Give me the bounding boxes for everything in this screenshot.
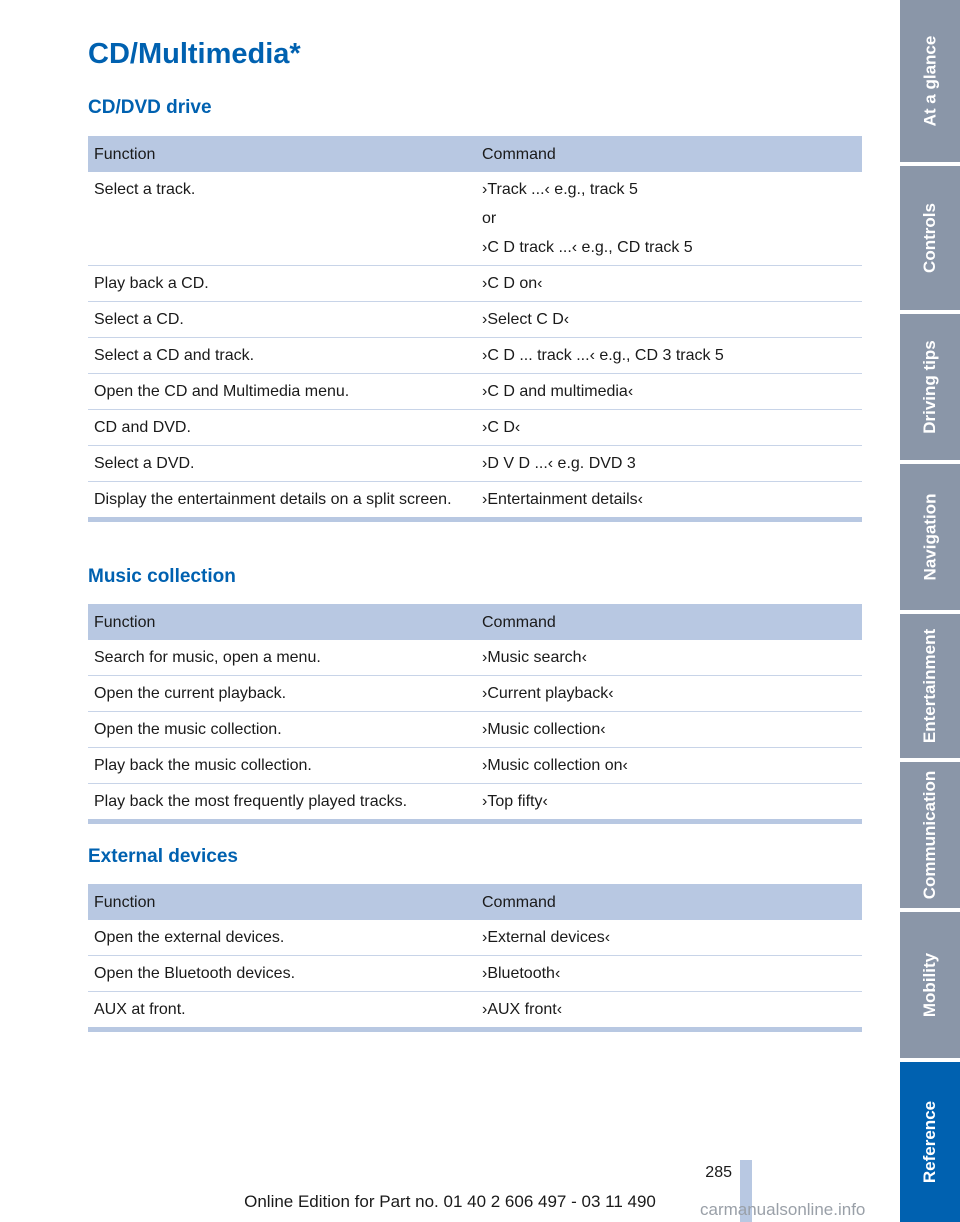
table-row [88, 482, 862, 520]
function-cell: Select a CD and track. [88, 338, 476, 374]
function-cell: Select a CD. [88, 302, 476, 338]
command-line: ›C D track ...‹ e.g., CD track 5 [482, 239, 693, 256]
footer-edition-note: Online Edition for Part no. 01 40 2 606 497 - 03 11 490 [244, 1192, 656, 1211]
table-row [88, 992, 862, 1030]
tab-communication[interactable] [900, 762, 960, 908]
command-line: ›Track ...‹ e.g., track 5 [482, 181, 638, 198]
table-row [88, 446, 862, 482]
command-line: ›Select C D‹ [482, 311, 570, 328]
function-cell: Play back a CD. [88, 266, 476, 302]
function-cell: Select a track. [88, 172, 476, 266]
command-line: ›Music collection on‹ [482, 757, 628, 774]
tab-reference[interactable] [900, 1062, 960, 1222]
command-cell [476, 266, 862, 302]
tab-label: Controls [920, 203, 940, 273]
command-line: ›AUX front‹ [482, 1001, 563, 1018]
command-cell [476, 640, 862, 676]
cd-dvd-command-table [88, 136, 862, 522]
function-cell: CD and DVD. [88, 410, 476, 446]
command-cell [476, 410, 862, 446]
command-cell [476, 338, 862, 374]
chapter-tabs [900, 0, 960, 1222]
command-cell [476, 676, 862, 712]
tab-label: Driving tips [920, 340, 940, 434]
table-row [88, 266, 862, 302]
external-devices-command-table [88, 884, 862, 1032]
table-row [88, 410, 862, 446]
command-line: ›C D‹ [482, 419, 521, 436]
tab-label: Communication [920, 770, 940, 900]
tab-navigation[interactable] [900, 464, 960, 610]
tab-entertainment[interactable] [900, 614, 960, 758]
function-cell: Open the external devices. [88, 920, 476, 956]
section-title-cd-dvd-drive: CD/DVD drive [88, 97, 212, 118]
tab-label: Entertainment [920, 628, 940, 744]
table-row [88, 640, 862, 676]
function-cell: Play back the most frequently played tracks. [88, 784, 476, 822]
column-header-function: Function [88, 136, 476, 172]
column-header-command: Command [476, 884, 862, 920]
column-header-command: Command [476, 604, 862, 640]
column-header-function: Function [88, 884, 476, 920]
command-cell [476, 956, 862, 992]
tab-mobility[interactable] [900, 912, 960, 1058]
tab-label: Mobility [920, 952, 939, 1018]
function-cell: Open the CD and Multimedia menu. [88, 374, 476, 410]
music-collection-command-table [88, 604, 862, 824]
page-title: CD/Multimedia* [88, 38, 301, 70]
command-cell [476, 374, 862, 410]
command-line: ›Top fifty‹ [482, 793, 548, 810]
function-cell: Display the entertainment details on a split screen. [88, 482, 476, 520]
command-cell [476, 712, 862, 748]
table-row [88, 374, 862, 410]
command-line: ›External devices‹ [482, 929, 611, 946]
table-row [88, 302, 862, 338]
section-title-external-devices: External devices [88, 846, 238, 867]
table-row [88, 920, 862, 956]
page-number: 285 [705, 1164, 732, 1181]
tab-label: Navigation [920, 493, 939, 581]
command-line: ›Music collection‹ [482, 721, 606, 738]
function-cell: Open the Bluetooth devices. [88, 956, 476, 992]
table-row [88, 338, 862, 374]
tab-controls[interactable] [900, 166, 960, 310]
tab-label: Reference [920, 1100, 939, 1184]
table-row [88, 712, 862, 748]
table-row [88, 784, 862, 822]
function-cell: Select a DVD. [88, 446, 476, 482]
command-line: ›C D and multimedia‹ [482, 383, 634, 400]
command-cell [476, 482, 862, 520]
tab-driving-tips[interactable] [900, 314, 960, 460]
table-row [88, 172, 862, 266]
command-cell [476, 748, 862, 784]
command-cell [476, 302, 862, 338]
table-row [88, 676, 862, 712]
function-cell: Open the music collection. [88, 712, 476, 748]
command-line: ›Current playback‹ [482, 685, 614, 702]
function-cell: Search for music, open a menu. [88, 640, 476, 676]
command-cell [476, 920, 862, 956]
table-row [88, 748, 862, 784]
command-line: ›Entertainment details‹ [482, 491, 643, 508]
tab-at-a-glance[interactable] [900, 0, 960, 162]
command-line: ›C D on‹ [482, 275, 543, 292]
command-line: ›Music search‹ [482, 649, 587, 666]
function-cell: Open the current playback. [88, 676, 476, 712]
command-line: or [482, 210, 497, 227]
function-cell: Play back the music collection. [88, 748, 476, 784]
section-title-music-collection: Music collection [88, 566, 236, 587]
command-cell [476, 992, 862, 1030]
tab-label: At a glance [920, 35, 940, 127]
watermark: carmanualsonline.info [700, 1200, 866, 1219]
table-row [88, 956, 862, 992]
command-line: ›C D ... track ...‹ e.g., CD 3 track 5 [482, 347, 724, 364]
command-line: ›Bluetooth‹ [482, 965, 561, 982]
command-cell [476, 446, 862, 482]
function-cell: AUX at front. [88, 992, 476, 1030]
command-cell [476, 172, 862, 266]
column-header-command: Command [476, 136, 862, 172]
column-header-function: Function [88, 604, 476, 640]
command-cell [476, 784, 862, 822]
command-line: ›D V D ...‹ e.g. DVD 3 [482, 455, 636, 472]
